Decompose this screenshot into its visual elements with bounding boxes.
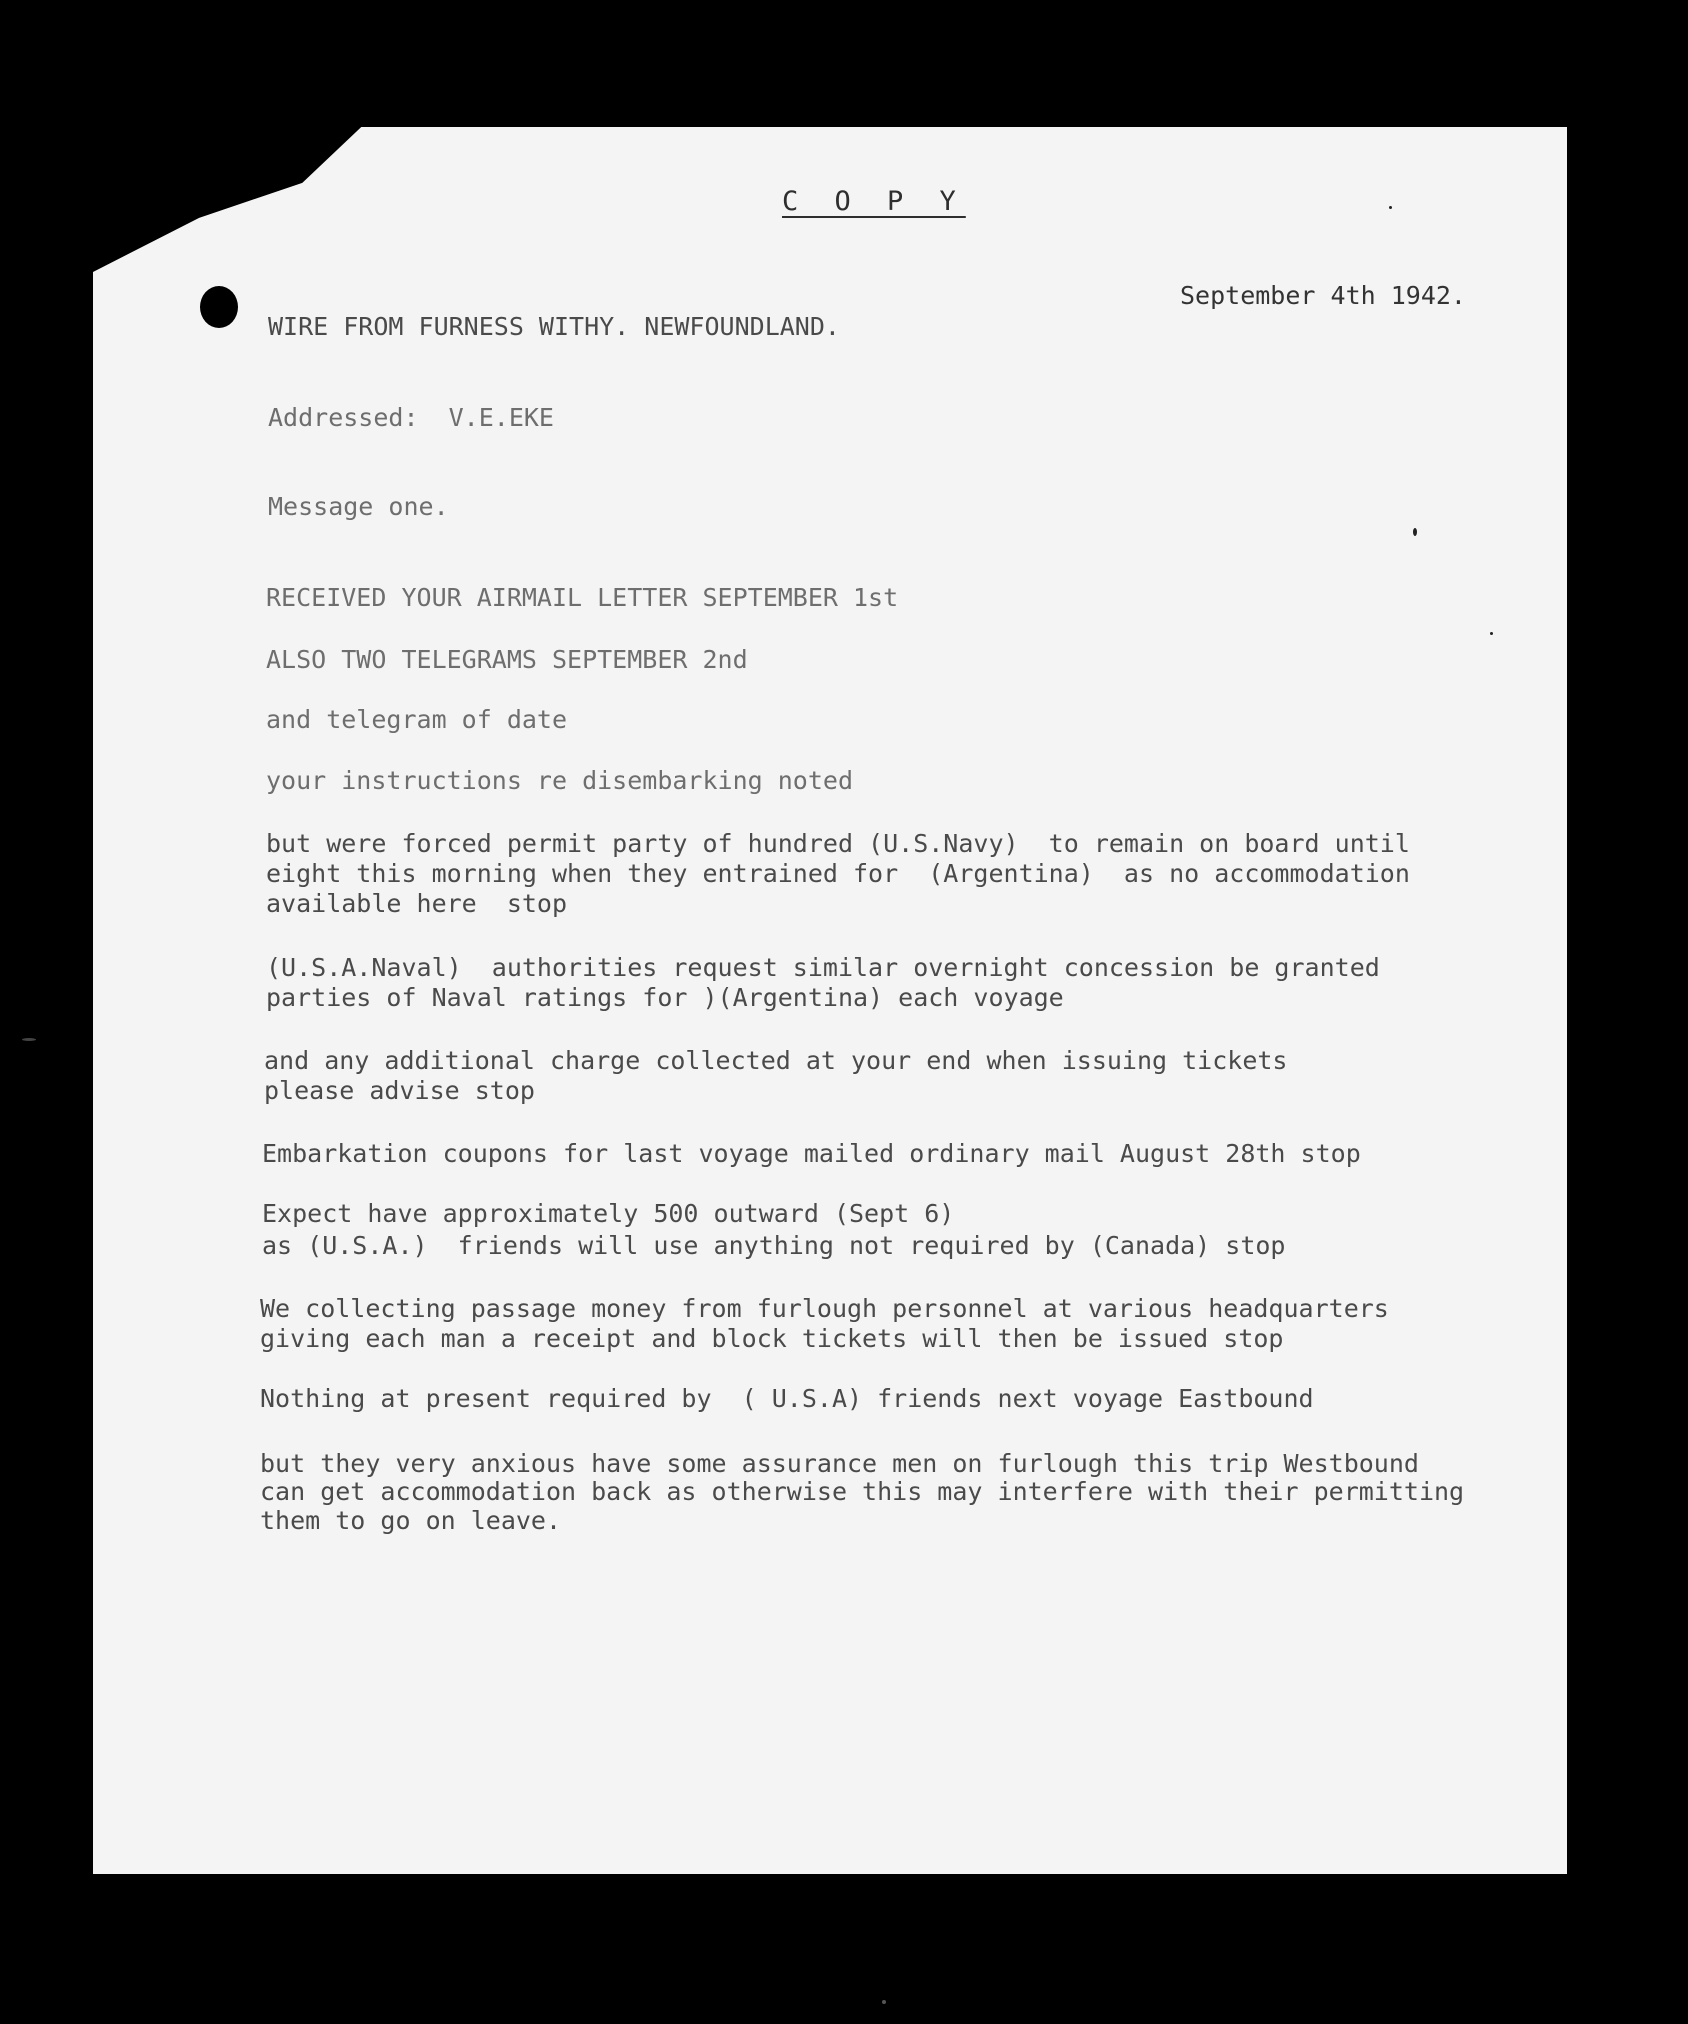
message-line: available here stop: [266, 889, 568, 918]
addressed-line: Addressed: V.E.EKE: [268, 403, 554, 432]
document-date: September 4th 1942.: [1180, 281, 1466, 310]
message-line: them to go on leave.: [260, 1506, 562, 1535]
message-line: (U.S.A.Naval) authorities request similar overnight concession be granted: [266, 953, 1380, 982]
ink-speck: [1389, 206, 1392, 209]
message-line: RECEIVED YOUR AIRMAIL LETTER SEPTEMBER 1st: [266, 583, 899, 612]
message-line: ALSO TWO TELEGRAMS SEPTEMBER 2nd: [266, 645, 748, 674]
message-line: as (U.S.A.) friends will use anything not required by (Canada) stop: [262, 1231, 1286, 1260]
punch-hole: [200, 286, 238, 328]
ink-speck: [22, 1038, 36, 1041]
message-line: can get accommodation back as otherwise this may interfere with their permitting: [260, 1477, 1465, 1506]
message-line: eight this morning when they entrained for (Argentina) as no accommodation: [266, 859, 1410, 888]
message-line: and any additional charge collected at your end when issuing tickets: [264, 1046, 1288, 1075]
message-line: and telegram of date: [266, 705, 568, 734]
message-number: Message one.: [268, 492, 449, 521]
message-line: Embarkation coupons for last voyage mailed ordinary mail August 28th stop: [262, 1139, 1361, 1168]
message-line: We collecting passage money from furlough personnel at various headquarters: [260, 1294, 1389, 1323]
message-line: Nothing at present required by ( U.S.A) friends next voyage Eastbound: [260, 1384, 1314, 1413]
ink-speck: [882, 2000, 886, 2004]
message-line: please advise stop: [264, 1076, 535, 1105]
message-line: your instructions re disembarking noted: [266, 766, 853, 795]
message-line: Expect have approximately 500 outward (Sept 6): [262, 1199, 955, 1228]
message-line: but were forced permit party of hundred (U.S.Navy) to remain on board until: [266, 829, 1410, 858]
copy-title: C O P Y: [782, 186, 966, 217]
wire-heading: WIRE FROM FURNESS WITHY. NEWFOUNDLAND.: [268, 312, 840, 341]
message-line: but they very anxious have some assurance men on furlough this trip Westbound: [260, 1449, 1419, 1478]
message-line: giving each man a receipt and block tickets will then be issued stop: [260, 1324, 1284, 1353]
message-line: parties of Naval ratings for )(Argentina) each voyage: [266, 983, 1064, 1012]
ink-speck: [1490, 632, 1493, 635]
ink-speck: [1413, 528, 1417, 536]
